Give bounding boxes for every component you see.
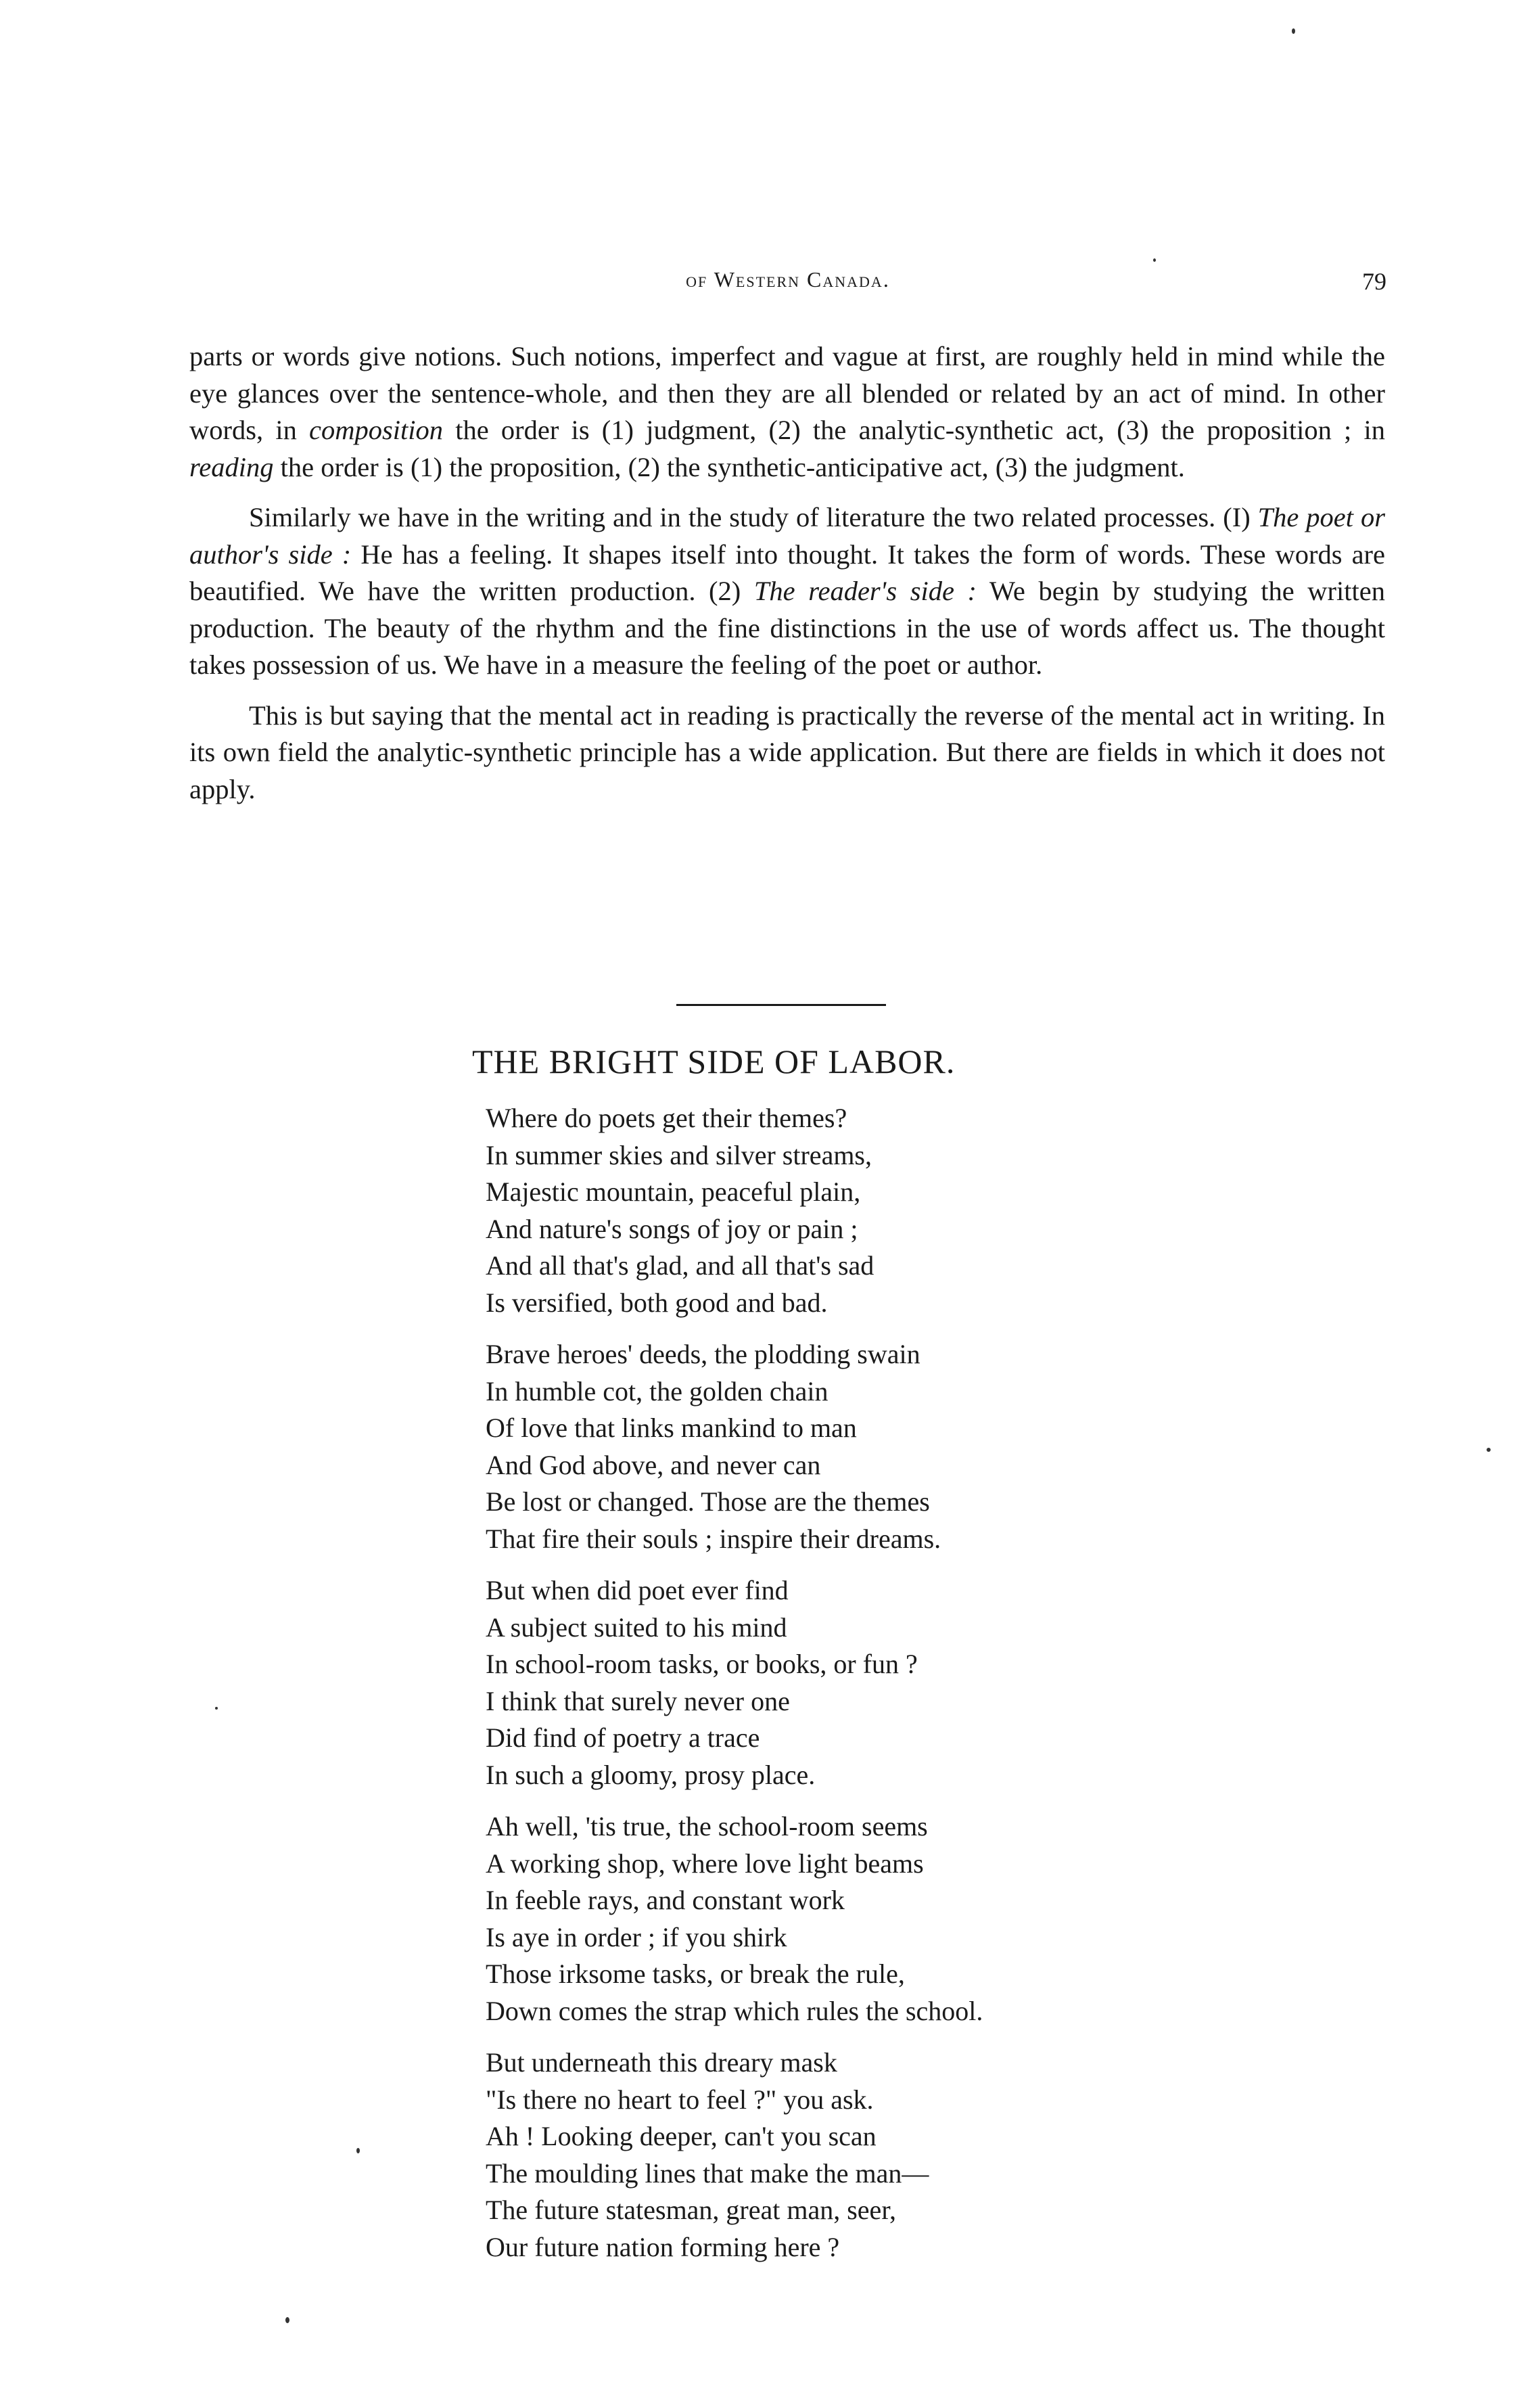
poem-line: I think that surely never one [486, 1685, 790, 1716]
paragraph-1-italic-composition: composition [309, 415, 444, 445]
poem-line: Down comes the strap which rules the school. [486, 1995, 983, 2026]
paragraph-2-text-c: He has a feeling. It shapes itself into thought. It takes the form of words. These words are beautified. We have the written production. (2) [189, 539, 1386, 606]
poem-stanza [486, 2044, 1297, 2266]
poem-line: In feeble rays, and constant work [486, 1885, 845, 1915]
poem-stanza [486, 1572, 1297, 1793]
poem-line: And God above, and never can [486, 1449, 821, 1480]
paragraph-1-text-e: the order is (1) the proposition, (2) the synthetic-anticipative act, (3) the judgment. [273, 451, 1185, 482]
paragraph-2-italic-reader-side: The reader's side : [753, 576, 977, 606]
poem-line: Brave heroes' deeds, the plodding swain [486, 1339, 920, 1369]
poem-line: The moulding lines that make the man— [486, 2157, 929, 2189]
poem-line: Is versified, both good and bad. [486, 1287, 828, 1318]
paragraph-1 [189, 338, 1385, 486]
poem-line: In summer skies and silver streams, [486, 1139, 872, 1170]
print-speck [1487, 1448, 1491, 1452]
print-speck [356, 2148, 360, 2153]
poem-line: Our future nation forming here ? [486, 2231, 840, 2262]
poem-line: In humble cot, the golden chain [486, 1375, 829, 1406]
poem-line: A working shop, where love light beams [486, 1848, 924, 1879]
paragraph-2-italic-author-side: The poet or author's side : [189, 502, 1385, 570]
poem-line: Is aye in order ; if you shirk [486, 1921, 787, 1952]
poem-title: THE BRIGHT SIDE OF LABOR. [472, 1043, 956, 1080]
running-title: of Western Canada. [686, 267, 890, 292]
poem-line: And all that's glad, and all that's sad [486, 1250, 874, 1281]
print-speck [215, 1707, 218, 1710]
poem-line: "Is there no heart to feel ?" you ask. [486, 2084, 874, 2115]
poem-line: In such a gloomy, prosy place. [486, 1759, 816, 1790]
poem-body [486, 1100, 1297, 2281]
poem-line: But when did poet ever find [486, 1575, 789, 1605]
prose-section [189, 338, 1385, 821]
poem-line: The future statesman, great man, seer, [486, 2195, 897, 2225]
poem-line: Those irksome tasks, or break the rule, [486, 1959, 905, 1989]
paragraph-1-text-a: parts or words give notions. Such notions, imperfect and vague at first, are roughly held in mind while the eye glances over the sentence-whole, and then they are all blended or related by an act of mind. In other words, in [189, 341, 1385, 445]
paragraph-2 [189, 499, 1385, 684]
poem-line: Be lost or changed. Those are the themes [486, 1486, 930, 1517]
poem-line: That fire their souls ; inspire their dreams. [486, 1523, 941, 1554]
poem-line: Of love that links mankind to man [486, 1413, 857, 1443]
paragraph-1-italic-reading: reading [189, 451, 274, 482]
poem-line: Ah well, 'tis true, the school-room seems [486, 1811, 928, 1841]
poem-line: But underneath this dreary mask [486, 2047, 837, 2078]
poem-line: Majestic mountain, peaceful plain, [486, 1176, 861, 1207]
page-number: 79 [1362, 268, 1386, 295]
print-speck [285, 2317, 289, 2323]
poem-line: A subject suited to his mind [486, 1611, 787, 1643]
poem-line: In school-room tasks, or books, or fun ? [486, 1649, 918, 1679]
poem-line: Where do poets get their themes? [486, 1103, 847, 1133]
poem-stanza [486, 1100, 1297, 1321]
paragraph-2-text-a: Similarly we have in the writing and in the study of literature the two related processes. (I) [249, 502, 1258, 532]
print-speck [1292, 28, 1295, 34]
poem-stanza [486, 1336, 1297, 1557]
paragraph-3: This is but saying that the mental act in reading is practically the reverse of the mental act in writing. In its own field the analytic-synthetic principle has a wide application. But there are fields in which it does not apply. [189, 700, 1385, 804]
poem-line: And nature's songs of joy or pain ; [486, 1213, 858, 1244]
poem-line: Ah ! Looking deeper, can't you scan [486, 2121, 877, 2151]
poem-line: Did find of poetry a trace [486, 1722, 760, 1753]
poem-stanza [486, 1808, 1297, 2030]
paragraph-1-text-c: the order is (1) judgment, (2) the analytic-synthetic act, (3) the proposition ; in [443, 415, 1386, 445]
print-speck [1153, 258, 1156, 262]
running-head [189, 267, 1386, 308]
section-divider [676, 1004, 886, 1006]
paragraph-2-text-e: We begin by studying the written production. The beauty of the rhythm and the fine distinctions in the use of words affect us. The thought takes possession of us. We have in a measure the feeling of the poet or author. [189, 576, 1385, 680]
